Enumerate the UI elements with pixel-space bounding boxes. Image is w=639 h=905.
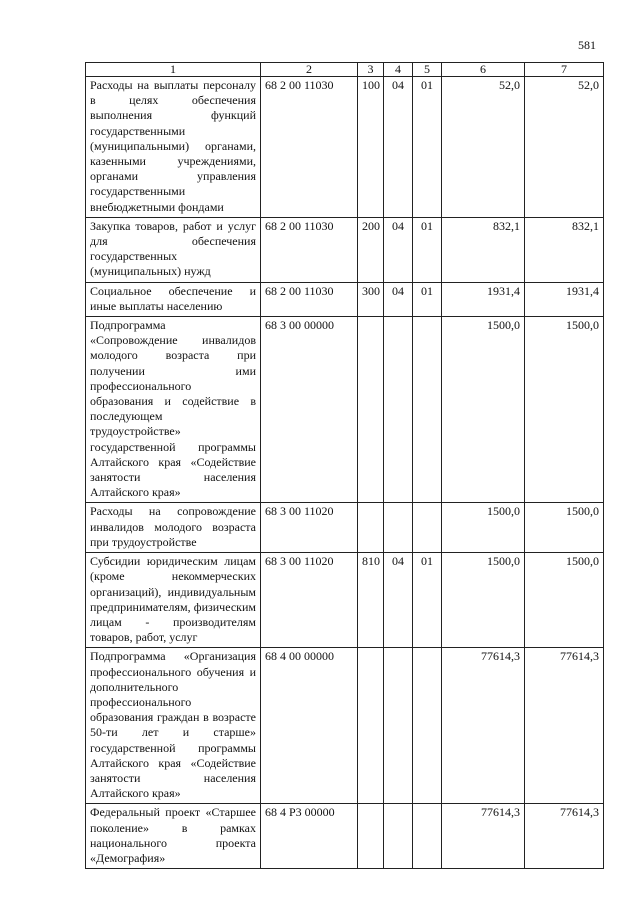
row-amount-6: 77614,3 xyxy=(442,648,525,804)
row-amount-6: 1500,0 xyxy=(442,317,525,503)
page-number: 581 xyxy=(578,38,596,52)
table-row xyxy=(86,282,604,316)
row-subsection: 01 xyxy=(413,217,442,282)
table-row xyxy=(86,503,604,553)
row-section xyxy=(384,804,413,869)
row-expense-type: 300 xyxy=(358,282,384,316)
header-col-7: 7 xyxy=(525,63,604,77)
header-col-2: 2 xyxy=(261,63,358,77)
table-row xyxy=(86,77,604,218)
row-expense-type xyxy=(358,503,384,553)
row-name: Социальное обеспечение и иные выплаты населению xyxy=(86,282,261,316)
row-code: 68 3 00 11020 xyxy=(261,553,358,648)
table-row xyxy=(86,648,604,804)
row-expense-type: 810 xyxy=(358,553,384,648)
row-code: 68 4 P3 00000 xyxy=(261,804,358,869)
row-name: Подпрограмма «Сопровождение инвалидов молодого возраста при получении ими профессионального образования и содействие в последующем трудоустройстве» государственной программы Алтайского края «Содействие занятости населения Алтайского края» xyxy=(86,317,261,503)
row-expense-type xyxy=(358,648,384,804)
row-expense-type xyxy=(358,804,384,869)
row-amount-7: 1500,0 xyxy=(525,503,604,553)
row-amount-7: 1931,4 xyxy=(525,282,604,316)
row-amount-6: 1500,0 xyxy=(442,503,525,553)
row-amount-7: 1500,0 xyxy=(525,553,604,648)
row-subsection xyxy=(413,503,442,553)
budget-table xyxy=(85,62,604,869)
row-name: Расходы на сопровождение инвалидов молодого возраста при трудоустройстве xyxy=(86,503,261,553)
table-row xyxy=(86,217,604,282)
row-code: 68 4 00 00000 xyxy=(261,648,358,804)
row-subsection xyxy=(413,648,442,804)
row-subsection xyxy=(413,317,442,503)
row-name: Закупка товаров, работ и услуг для обеспечения государственных (муниципальных) нужд xyxy=(86,217,261,282)
header-col-1: 1 xyxy=(86,63,261,77)
row-amount-6: 1500,0 xyxy=(442,553,525,648)
row-expense-type: 100 xyxy=(358,77,384,218)
row-section xyxy=(384,317,413,503)
row-section xyxy=(384,503,413,553)
row-name: Расходы на выплаты персоналу в целях обеспечения выполнения функций государственными (муниципальными) органами, казенными учреждениями, органами управления государственными внебюджетными фондами xyxy=(86,77,261,218)
row-code: 68 2 00 11030 xyxy=(261,217,358,282)
row-section xyxy=(384,648,413,804)
row-code: 68 2 00 11030 xyxy=(261,77,358,218)
row-amount-6: 832,1 xyxy=(442,217,525,282)
row-amount-7: 832,1 xyxy=(525,217,604,282)
row-section: 04 xyxy=(384,282,413,316)
row-code: 68 2 00 11030 xyxy=(261,282,358,316)
row-section: 04 xyxy=(384,553,413,648)
row-subsection xyxy=(413,804,442,869)
row-amount-7: 52,0 xyxy=(525,77,604,218)
row-amount-6: 1931,4 xyxy=(442,282,525,316)
header-col-6: 6 xyxy=(442,63,525,77)
header-col-4: 4 xyxy=(384,63,413,77)
row-section: 04 xyxy=(384,217,413,282)
row-amount-7: 77614,3 xyxy=(525,648,604,804)
row-expense-type: 200 xyxy=(358,217,384,282)
table-row xyxy=(86,553,604,648)
row-name: Субсидии юридическим лицам (кроме некоммерческих организаций), индивидуальным предпринимателям, физическим лицам - производителям товаров, работ, услуг xyxy=(86,553,261,648)
table-header xyxy=(86,63,604,77)
header-col-3: 3 xyxy=(358,63,384,77)
row-amount-7: 1500,0 xyxy=(525,317,604,503)
row-subsection: 01 xyxy=(413,553,442,648)
header-col-5: 5 xyxy=(413,63,442,77)
row-code: 68 3 00 00000 xyxy=(261,317,358,503)
table-row xyxy=(86,317,604,503)
table-row xyxy=(86,804,604,869)
table-body xyxy=(86,77,604,869)
row-section: 04 xyxy=(384,77,413,218)
row-subsection: 01 xyxy=(413,77,442,218)
row-name: Подпрограмма «Организация профессионального обучения и дополнительного профессионального образования граждан в возрасте 50-ти лет и старше» государственной программы Алтайского края «Содействие занятости населения Алтайского края» xyxy=(86,648,261,804)
row-code: 68 3 00 11020 xyxy=(261,503,358,553)
row-name: Федеральный проект «Старшее поколение» в рамках национального проекта «Демография» xyxy=(86,804,261,869)
row-amount-7: 77614,3 xyxy=(525,804,604,869)
header-row xyxy=(86,63,604,77)
row-expense-type xyxy=(358,317,384,503)
row-amount-6: 77614,3 xyxy=(442,804,525,869)
row-amount-6: 52,0 xyxy=(442,77,525,218)
row-subsection: 01 xyxy=(413,282,442,316)
